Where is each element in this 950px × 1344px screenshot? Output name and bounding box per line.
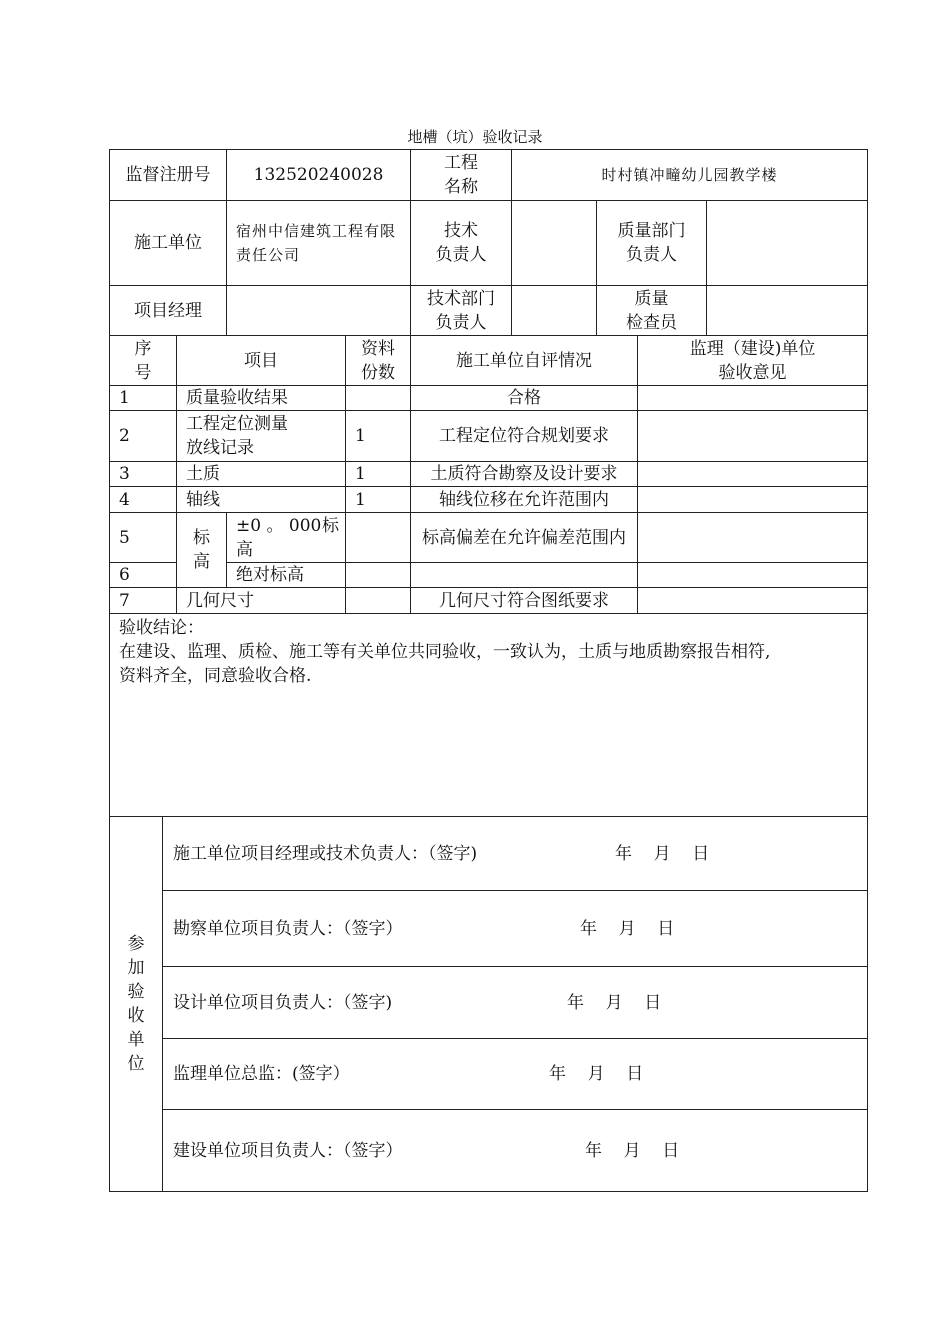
- elevation-group-line2: 高: [193, 552, 211, 572]
- side-char: 位: [127, 1054, 145, 1074]
- supervision-reg-value: 132520240028: [227, 150, 411, 201]
- row-seq: 2: [110, 411, 177, 462]
- elevation-group-line1: 标: [193, 528, 211, 548]
- design-signature-line: [163, 967, 868, 1039]
- row-subitem: [227, 513, 346, 563]
- document-title: 地槽（坑）验收记录: [407, 128, 543, 146]
- row-eval: [411, 563, 638, 588]
- quality-dept-label-line2: 负责人: [626, 245, 678, 265]
- row-docs: [346, 386, 411, 411]
- header-row-2: [110, 201, 868, 286]
- column-header-row: [110, 336, 868, 386]
- row-subitem-char: 标: [322, 515, 340, 536]
- conclusion-text-line1: 在建设、监理、质检、施工等有关单位共同验收，一致认为，土质与地质勘察报告相符,: [119, 642, 771, 662]
- row-item: 质量验收结果: [177, 386, 346, 411]
- participant-row: [110, 817, 868, 891]
- row-eval: 土质符合勘察及设计要求: [411, 462, 638, 487]
- col-seq-line1: 序: [134, 338, 152, 359]
- tech-dept-label-line1: 技术部门: [427, 288, 496, 309]
- row-eval: 几何尺寸符合图纸要求: [411, 588, 638, 614]
- col-self-eval: 施工单位自评情况: [411, 336, 638, 386]
- side-char: 验: [127, 982, 145, 1002]
- contractor-signature-line: [163, 817, 868, 891]
- pm-label: 项目经理: [110, 286, 227, 336]
- project-name-label: [411, 150, 512, 201]
- col-seq-line2: 号: [134, 362, 152, 383]
- project-name-value: 时村镇冲疃幼儿园教学楼: [512, 150, 868, 201]
- side-char: 加: [127, 958, 145, 978]
- participant-row: [110, 967, 868, 1039]
- row-seq: 5: [110, 513, 177, 563]
- participants-side-label: [110, 817, 163, 1192]
- row-subitem: 绝对标高: [227, 563, 346, 588]
- signature-date: 年 月 日: [567, 992, 662, 1013]
- row-item-line1: 工程定位测量: [186, 414, 288, 434]
- inspector-value: [707, 286, 868, 336]
- row-seq: 3: [110, 462, 177, 487]
- row-opinion: [638, 411, 868, 462]
- tech-lead-label-line1: 技术: [444, 221, 479, 241]
- row-opinion: [638, 386, 868, 411]
- participant-row: [110, 1039, 868, 1110]
- owner-signature-line: [163, 1110, 868, 1192]
- table-row: [110, 411, 868, 462]
- row-seq: 1: [110, 386, 177, 411]
- signature-label: 监理单位总监：(签字）: [173, 1064, 350, 1084]
- side-char: 单: [127, 1030, 145, 1050]
- table-row: [110, 588, 868, 614]
- tech-lead-value: [512, 201, 597, 286]
- supervisor-signature-line: [163, 1039, 868, 1110]
- pm-value: [227, 286, 411, 336]
- signature-date: 年 月 日: [585, 1140, 680, 1161]
- tech-lead-label: [411, 201, 512, 286]
- row-seq: 7: [110, 588, 177, 614]
- quality-dept-label-line1: 质量部门: [617, 221, 686, 241]
- row-item: [177, 411, 346, 462]
- row-docs: 1: [346, 487, 411, 513]
- inspector-label-line1: 质量: [634, 288, 669, 309]
- row-docs: [346, 588, 411, 614]
- col-docs-line1: 资料: [361, 338, 396, 359]
- project-name-label-line2: 名称: [444, 177, 479, 197]
- table-row: [110, 487, 868, 513]
- row-seq: 4: [110, 487, 177, 513]
- side-char: 收: [127, 1006, 145, 1026]
- signature-label: 设计单位项目负责人：（签字): [173, 992, 393, 1013]
- table-row: [110, 513, 868, 563]
- inspector-label: [597, 286, 707, 336]
- row-seq: 6: [110, 563, 177, 588]
- col-seq: [110, 336, 177, 386]
- header-row-1: [110, 150, 868, 201]
- inspector-label-line2: 检查员: [626, 312, 678, 333]
- col-supervision-line1: 监理（建设)单位: [689, 338, 816, 359]
- conclusion-label: 验收结论：: [119, 618, 204, 638]
- row-item: 土质: [177, 462, 346, 487]
- row-docs: 1: [346, 411, 411, 462]
- tech-dept-value: [512, 286, 597, 336]
- participant-row: [110, 891, 868, 967]
- row-opinion: [638, 588, 868, 614]
- row-item: 几何尺寸: [177, 588, 346, 614]
- row-docs: [346, 513, 411, 563]
- conclusion-text-line2: 资料齐全，同意验收合格.: [119, 666, 312, 686]
- signature-label: 施工单位项目经理或技术负责人：（签字): [173, 843, 478, 864]
- row-item: 轴线: [177, 487, 346, 513]
- conclusion-cell: [110, 614, 868, 817]
- col-docs-line2: 份数: [361, 362, 396, 383]
- survey-signature-line: [163, 891, 868, 967]
- col-supervision-line2: 验收意见: [718, 362, 787, 383]
- table-row: [110, 462, 868, 487]
- row-opinion: [638, 513, 868, 563]
- row-opinion: [638, 563, 868, 588]
- signature-date: 年 月 日: [549, 1064, 644, 1084]
- elevation-group-label: [177, 513, 227, 588]
- project-name-label-line1: 工程: [444, 153, 479, 173]
- row-subitem-line1: [236, 514, 339, 538]
- row-eval: 工程定位符合规划要求: [411, 411, 638, 462]
- col-docs: [346, 336, 411, 386]
- row-subitem-line2: 高: [236, 539, 254, 560]
- contractor-label: 施工单位: [110, 201, 227, 286]
- signature-date: 年 月 日: [580, 918, 675, 939]
- row-subitem-zero: ±0 。 000: [236, 515, 322, 536]
- acceptance-record-table: [109, 149, 868, 1192]
- tech-dept-label: [411, 286, 512, 336]
- side-char: 参: [127, 934, 145, 954]
- participant-row: [110, 1110, 868, 1192]
- tech-lead-label-line2: 负责人: [435, 245, 487, 265]
- row-item-line2: 放线记录: [186, 438, 254, 458]
- row-eval: 合格: [411, 386, 638, 411]
- row-docs: 1: [346, 462, 411, 487]
- contractor-value: 宿州中信建筑工程有限责任公司: [227, 201, 411, 286]
- quality-dept-label: [597, 201, 707, 286]
- row-opinion: [638, 462, 868, 487]
- row-eval: 轴线位移在允许范围内: [411, 487, 638, 513]
- row-docs: [346, 563, 411, 588]
- signature-label: 建设单位项目负责人：（签字）: [173, 1140, 403, 1161]
- quality-dept-value: [707, 201, 868, 286]
- tech-dept-label-line2: 负责人: [435, 312, 487, 333]
- col-item: 项目: [177, 336, 346, 386]
- header-row-3: [110, 286, 868, 336]
- row-eval: 标高偏差在允许偏差范围内: [411, 513, 638, 563]
- row-opinion: [638, 487, 868, 513]
- table-row: [110, 386, 868, 411]
- conclusion-row: [110, 614, 868, 817]
- supervision-reg-label: 监督注册号: [110, 150, 227, 201]
- signature-date: 年 月 日: [615, 843, 710, 864]
- col-supervision: [638, 336, 868, 386]
- signature-label: 勘察单位项目负责人：（签字）: [173, 918, 403, 939]
